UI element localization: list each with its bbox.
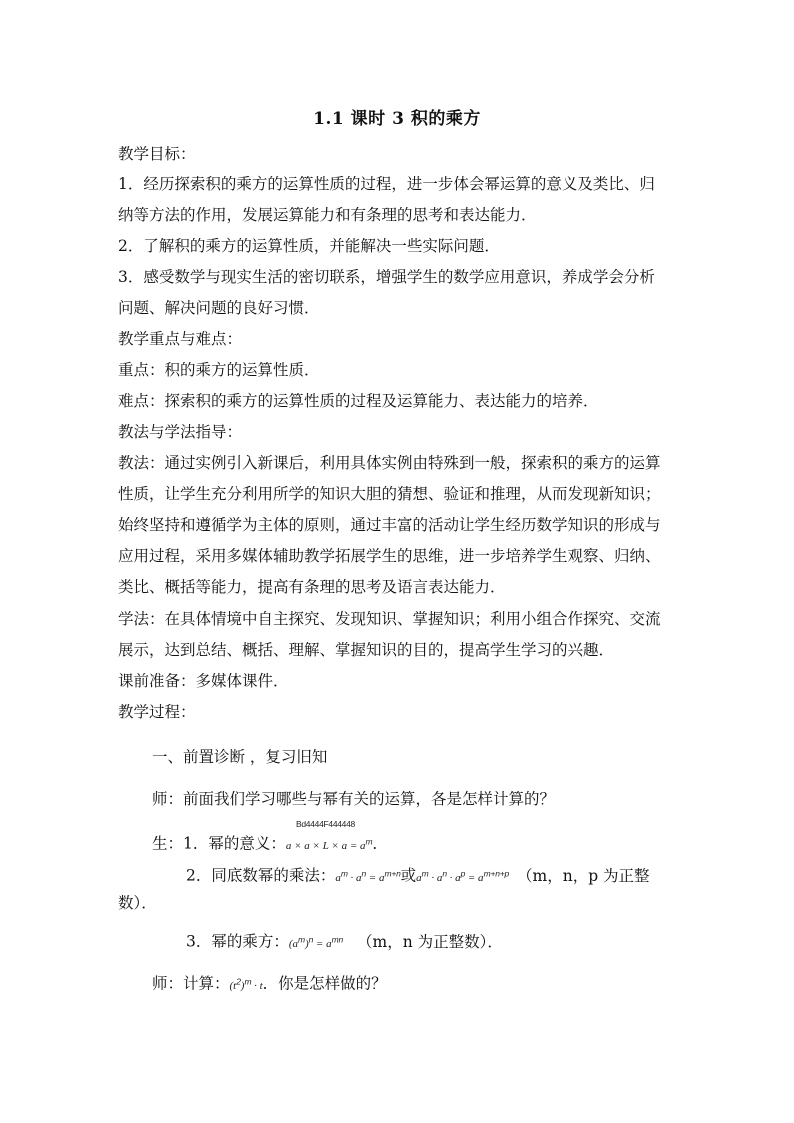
text-line: 始终坚持和遵循学为主体的原则，通过丰富的活动让学生经历数学知识的形成与: [118, 516, 661, 534]
power-definition-formula: $a \times a \times L \times a = a^m$: [285, 836, 373, 852]
page-title: 1.1 课时 3 积的乘方: [313, 109, 481, 129]
text-line: 教法与学法指导：: [118, 423, 243, 441]
rule-same-base-multiplication: 2．同底数幂的乘法：$a^m \cdot a^n = a^{m+n}$或$a^m \cdot a^n \cdot a^p = a^{m+n+p}$ （m，n，p 为正整: [186, 866, 650, 885]
student-prefix: 生：1．幂的意义：: [152, 834, 286, 853]
text-line: 教学重点与难点：: [118, 330, 243, 348]
text-line: 课前准备：多媒体课件．: [118, 672, 289, 690]
text-line: 展示，达到总结、概括、理解、掌握知识的目的，提高学生学习的兴趣．: [118, 641, 615, 659]
text-line: 1．经历探索积的乘方的运算性质的过程，进一步体会幂运算的意义及类比、归: [118, 175, 655, 193]
text-line: 应用过程，采用多媒体辅助教学拓展学生的思维，进一步培养学生观察、归纳、: [118, 547, 661, 565]
teacher-question: 师：前面我们学习哪些与幂有关的运算，各是怎样计算的？: [152, 790, 556, 808]
same-base-formula-1: $a^m \cdot a^n = a^{m+n}$: [335, 868, 401, 884]
text-line: 2．了解积的乘方的运算性质，并能解决一些实际问题．: [118, 237, 500, 255]
calculation-formula: $(t^2)^m \cdot t$: [229, 976, 263, 992]
text-line: 类比、概括等能力，提高有条理的思考及语言表达能力．: [118, 578, 506, 596]
overbrace-formula: Bd4444F444448: [296, 819, 355, 829]
text-line: 性质，让学生充分利用所学的知识大胆的猜想、验证和推理，从而发现新知识；: [118, 485, 661, 503]
text-line: 教学目标：: [118, 145, 196, 163]
section-heading: 一、前置诊断 ，复习旧知: [152, 748, 328, 766]
student-answer-line: [152, 831, 712, 856]
rule-continuation: 数）．: [118, 894, 157, 912]
text-line: 重点：积的乘方的运算性质．: [118, 361, 320, 379]
text-line: 纳等方法的作用，发展运算能力和有条理的思考和表达能力．: [118, 206, 537, 224]
text-line: 问题、解决问题的良好习惯．: [118, 299, 320, 317]
text-line: 教法：通过实例引入新课后，利用具体实例由特殊到一般，探索积的乘方的运算: [118, 454, 661, 472]
teacher-calculation-question: 师：计算：$(t^2)^m \cdot t$．你是怎样做的？: [152, 974, 387, 993]
student-suffix: ．: [372, 834, 388, 853]
power-of-power-formula: $(a^m)^n = a^{mn}$: [288, 934, 343, 950]
text-line: 学法：在具体情境中自主探究、发现知识、掌握知识；利用小组合作探究、交流: [118, 610, 661, 628]
text-line: 3．感受数学与现实生活的密切联系，增强学生的数学应用意识，养成学会分析: [118, 268, 655, 286]
text-line: 教学过程：: [118, 703, 196, 721]
same-base-formula-2: $a^m \cdot a^n \cdot a^p = a^{m+n+p}$: [416, 868, 510, 884]
rule-power-of-power: 3．幂的乘方：$(a^m)^n = a^{mn}$ （m，n 为正整数）．: [186, 932, 503, 951]
text-line: 难点：探索积的乘方的运算性质的过程及运算能力、表达能力的培养．: [118, 392, 599, 410]
